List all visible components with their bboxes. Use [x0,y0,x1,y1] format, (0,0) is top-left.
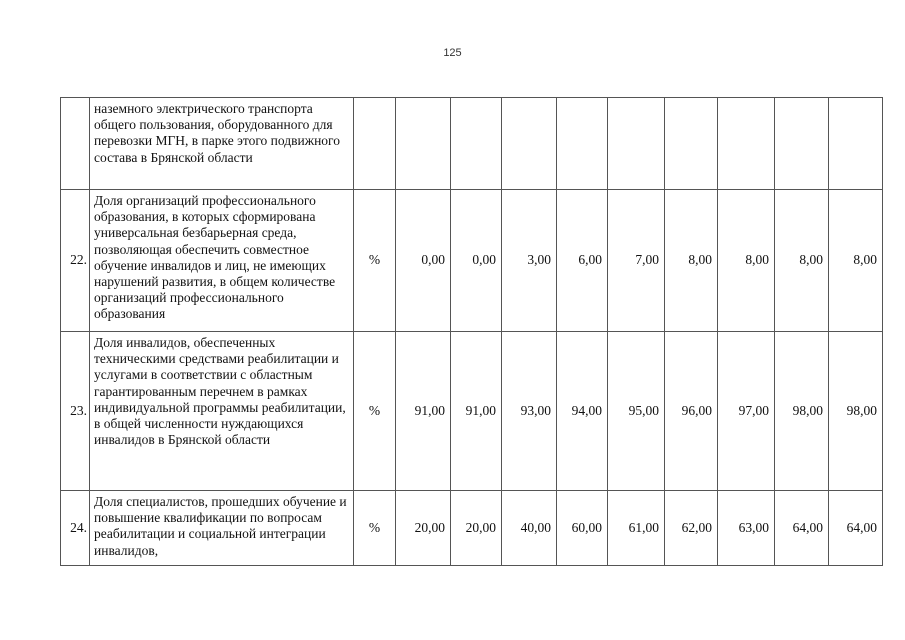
value-cell: 7,00 [608,190,665,332]
value-cell: 98,00 [829,332,883,491]
value-cell: 8,00 [775,190,829,332]
value-cell [829,98,883,190]
value-cell: 64,00 [775,491,829,566]
value-cell: 0,00 [451,190,502,332]
value-cell: 3,00 [502,190,557,332]
value-cell: 98,00 [775,332,829,491]
table-row [61,98,883,190]
indicator-name: Доля инвалидов, обеспеченных техническими средствами реабилитации и услугами в соответствии с областным гарантированным перечнем в рамках индивидуальной программы реабилитации, в общей численности нуждающихся инвалидов в Брянской области [90,332,354,491]
indicator-name: Доля организаций профессионального образования, в которых сформирована универсальная безбарьерная среда, позволяющая обеспечить совместное обучение инвалидов и лиц, не имеющих нарушений развития, в общем количестве организаций профессионального образования [90,190,354,332]
unit-cell: % [354,332,396,491]
value-cell [396,98,451,190]
value-cell: 8,00 [718,190,775,332]
value-cell: 91,00 [451,332,502,491]
value-cell [775,98,829,190]
value-cell: 60,00 [557,491,608,566]
value-cell: 61,00 [608,491,665,566]
unit-cell [354,98,396,190]
value-cell: 97,00 [718,332,775,491]
value-cell: 6,00 [557,190,608,332]
row-number: 24. [61,491,90,566]
value-cell: 93,00 [502,332,557,491]
value-cell: 63,00 [718,491,775,566]
unit-cell: % [354,491,396,566]
value-cell: 8,00 [665,190,718,332]
indicator-name: наземного электрического транспорта общего пользования, оборудованного для перевозки МГН, в парке этого подвижного состава в Брянской области [90,98,354,190]
value-cell: 64,00 [829,491,883,566]
value-cell [718,98,775,190]
table-row [61,332,883,491]
value-cell: 0,00 [396,190,451,332]
value-cell: 96,00 [665,332,718,491]
table-row [61,190,883,332]
value-cell: 62,00 [665,491,718,566]
value-cell [502,98,557,190]
value-cell: 20,00 [451,491,502,566]
value-cell: 8,00 [829,190,883,332]
row-number: 22. [61,190,90,332]
indicator-name: Доля специалистов, прошедших обучение и повышение квалификации по вопросам реабилитации и социальной интеграции инвалидов, [90,491,354,566]
row-number [61,98,90,190]
unit-cell: % [354,190,396,332]
page-number: 125 [443,47,462,59]
value-cell: 91,00 [396,332,451,491]
value-cell [665,98,718,190]
row-number: 23. [61,332,90,491]
value-cell: 40,00 [502,491,557,566]
table-row [61,491,883,566]
value-cell [557,98,608,190]
value-cell: 95,00 [608,332,665,491]
value-cell [451,98,502,190]
indicators-table [60,97,883,566]
value-cell: 20,00 [396,491,451,566]
value-cell: 94,00 [557,332,608,491]
value-cell [608,98,665,190]
